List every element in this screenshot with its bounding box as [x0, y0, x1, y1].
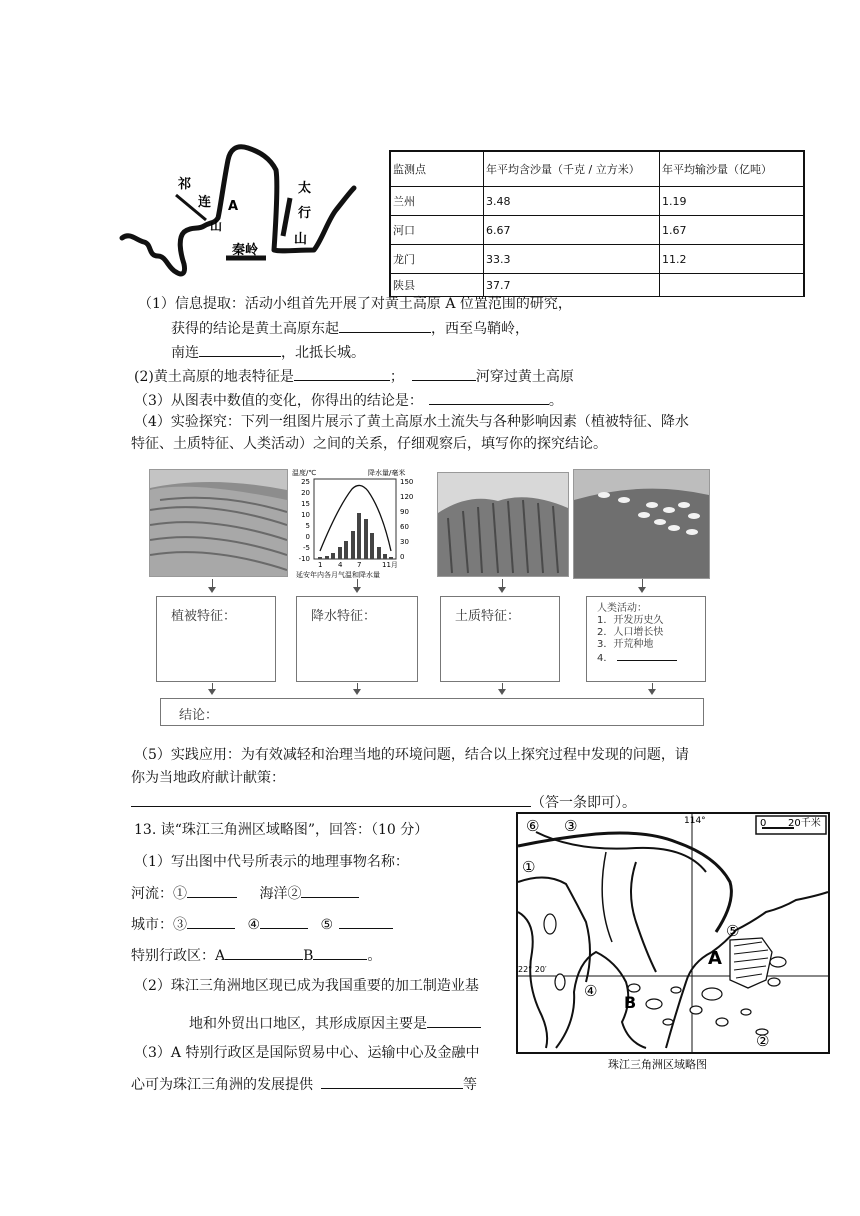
map1-label-A: A: [228, 199, 239, 214]
table-header-row: [390, 151, 804, 187]
table-row: [390, 187, 804, 216]
soil-box[interactable]: [440, 596, 560, 682]
vegetation-box[interactable]: [156, 596, 276, 682]
table-cell: 33.3: [484, 245, 660, 274]
q1-line3-tail: ，北抵长城。: [281, 345, 365, 361]
q5-line2: 你为当地政府献计献策：: [131, 770, 285, 786]
q1-line2-tail: ，西至乌鞘岭，: [431, 321, 529, 337]
scale-distance: 20千米: [788, 818, 821, 829]
temp-tick: -10: [298, 555, 310, 563]
pearl-river-delta-map: [516, 812, 832, 1074]
q13-part3-tail: 等: [463, 1077, 477, 1093]
climate-left-title: 温度/℃: [292, 469, 317, 477]
map1-label-shan: 山: [210, 219, 223, 233]
q1-line3: [171, 342, 365, 363]
sar-A-label: A: [708, 948, 722, 969]
q2-text: (2)黄土高原的地表特征是: [134, 369, 294, 385]
marker-6: ⑥: [526, 817, 540, 835]
marker-1: ①: [522, 858, 536, 876]
table-header-cell: 监测点: [390, 151, 484, 187]
terraced-hills-photo: [149, 469, 288, 577]
vegetation-label: 植被特征：: [171, 609, 237, 624]
answer-blank[interactable]: [301, 883, 359, 898]
answer-blank[interactable]: [429, 390, 549, 405]
table-cell: [660, 274, 805, 297]
river-label: 河流：①: [131, 886, 187, 902]
human-activity-item: [597, 651, 677, 665]
map1-label-qinling: 秦岭: [232, 243, 259, 258]
map1-label-lian: 连: [198, 195, 212, 210]
q1-line2: [171, 318, 529, 339]
city-label-5: ⑤: [320, 917, 334, 933]
arrow-down-icon: [212, 683, 213, 693]
answer-blank[interactable]: [187, 914, 235, 929]
table-cell: 陕县: [390, 274, 484, 297]
precip-tick: 30: [400, 538, 409, 546]
human-activity-item: 3．开荒种地: [597, 639, 654, 650]
temp-tick: 5: [305, 522, 310, 530]
answer-blank[interactable]: [617, 651, 677, 661]
arrow-down-icon: [502, 579, 503, 591]
marker-5: ⑤: [726, 922, 740, 940]
answer-blank[interactable]: [199, 342, 281, 357]
q1-line1: （1）信息提取：活动小组首先开展了对黄土高原 A 位置范围的研究，: [138, 296, 572, 312]
table-cell: 1.67: [660, 216, 805, 245]
q2-tail: 河穿过黄土高原: [475, 369, 574, 385]
q5-tail: （答一条即可）。: [531, 795, 636, 811]
precip-tick: 90: [400, 508, 409, 516]
answer-blank[interactable]: [313, 945, 367, 960]
answer-blank[interactable]: [294, 366, 390, 381]
q13-part3-line2: [131, 1074, 477, 1095]
marker-3: ③: [564, 817, 578, 835]
q13-part3-line1: （3）A 特别行政区是国际贸易中心、运输中心及金融中: [134, 1045, 480, 1061]
sea-label: 海洋②: [259, 886, 302, 902]
answer-blank[interactable]: [339, 318, 431, 333]
month-tick: 7: [357, 561, 362, 569]
temp-tick: -5: [303, 544, 310, 552]
arrow-down-icon: [212, 579, 213, 591]
sar-tail: 。: [367, 948, 382, 964]
scale-zero: 0: [760, 818, 767, 829]
answer-blank[interactable]: [321, 1074, 463, 1089]
temp-tick: 20: [301, 489, 310, 497]
marker-4: ④: [584, 982, 598, 1000]
q4-line2: 特征、土质特征、人类活动）之间的关系，仔细观察后，填写你的探究结论。: [131, 436, 607, 452]
arrow-down-icon: [642, 579, 643, 591]
city-label: 城市：③: [131, 917, 187, 933]
answer-blank[interactable]: [427, 1013, 481, 1028]
q5-line1: （5）实践应用：为有效减轻和治理当地的环境问题，结合以上探究过程中发现的问题，请: [134, 747, 689, 763]
month-tick: 1: [318, 561, 323, 569]
sar-label-b: B: [303, 948, 314, 964]
sediment-table: [389, 150, 805, 297]
table-header-cell: 年平均输沙量（亿吨）: [660, 151, 805, 187]
climate-right-title: 降水量/毫米: [368, 469, 406, 477]
table-header-cell: 年平均含沙量（千克 / 立方米）: [484, 151, 660, 187]
arrow-down-icon: [502, 683, 503, 693]
q2-sep: ；: [389, 369, 404, 385]
map1-label-qi: 祁: [178, 177, 192, 192]
table-cell: 龙门: [390, 245, 484, 274]
arrow-down-icon: [652, 683, 653, 693]
table-row: [390, 216, 804, 245]
latitude-label: 22° 20′: [518, 965, 547, 974]
human-activity-item: 2．人口增长快: [597, 627, 664, 638]
q3-line: [134, 390, 563, 411]
marker-2: ②: [756, 1032, 770, 1050]
conclusion-label: 结论：: [179, 708, 219, 723]
q13-sar-line: [131, 945, 381, 966]
q13-part3-text: 心可为珠江三角洲的发展提供: [131, 1077, 313, 1093]
q2-line: [134, 366, 574, 387]
longitude-label: 114°: [684, 816, 706, 826]
table-cell: 1.19: [660, 187, 805, 216]
table-cell: 6.67: [484, 216, 660, 245]
q13-river-line: [131, 883, 359, 904]
table-cell: 11.2: [660, 245, 805, 274]
sar-label: 特别行政区：A: [131, 948, 226, 964]
precip-tick: 0: [400, 553, 405, 561]
q3-text: （3）从图表中数值的变化，你得出的结论是：: [134, 393, 423, 409]
human-activity-item: 1．开发历史久: [597, 615, 664, 626]
conclusion-box[interactable]: [160, 698, 704, 726]
map1-label-hang: 行: [298, 206, 312, 221]
q3-tail: 。: [548, 393, 563, 409]
table-cell: 河口: [390, 216, 484, 245]
month-tick: 11月: [382, 561, 398, 569]
answer-blank[interactable]: [225, 945, 303, 960]
goats-grazing-photo: [573, 469, 710, 579]
map1-label-shan2: 山: [294, 232, 308, 247]
sar-B-label: B: [624, 993, 637, 1012]
human-activity-box: [586, 596, 706, 682]
answer-blank[interactable]: [339, 914, 393, 929]
human-activity-title: 人类活动：: [597, 603, 647, 614]
answer-blank[interactable]: [131, 792, 531, 807]
table-cell: 37.7: [484, 274, 660, 297]
month-tick: 4: [338, 561, 343, 569]
q13-city-line: [131, 914, 393, 935]
answer-blank[interactable]: [260, 914, 308, 929]
table-row: [390, 245, 804, 274]
q13-title: 13. 读“珠江三角洲区域略图”，回答：（10 分）: [134, 822, 429, 838]
yanan-climate-chart: [290, 467, 420, 579]
precip-tick: 60: [400, 523, 409, 531]
table-cell: 3.48: [484, 187, 660, 216]
q13-part2-line2: [189, 1013, 481, 1034]
map2-caption: 珠江三角洲区域略图: [608, 1058, 707, 1071]
q13-part2-text: 地和外贸出口地区，其形成原因主要是: [189, 1016, 427, 1032]
precipitation-label: 降水特征：: [311, 609, 377, 624]
temp-tick: 10: [301, 511, 310, 519]
answer-blank[interactable]: [412, 366, 476, 381]
q1-line2-text: 获得的结论是黄土高原东起: [171, 321, 339, 337]
q4-line1: （4）实验探究：下列一组图片展示了黄土高原水土流失与各种影响因素（植被特征、降水: [134, 414, 689, 430]
q1-line3-text: 南连: [171, 345, 199, 361]
arrow-down-icon: [357, 579, 358, 591]
q13-part2-line1: （2）珠江三角洲地区现已成为我国重要的加工制造业基: [134, 978, 479, 994]
temp-tick: 0: [305, 533, 310, 541]
loess-plateau-sketch-map: [118, 140, 363, 285]
temp-tick: 25: [301, 478, 310, 486]
gullied-slope-photo: [437, 472, 569, 577]
city-label-4: ④: [247, 917, 261, 933]
climate-caption: 延安年内各月气温和降水量: [296, 571, 380, 579]
answer-blank[interactable]: [187, 883, 237, 898]
map1-label-tai: 太: [298, 181, 312, 196]
soil-label: 土质特征：: [455, 609, 521, 624]
q13-part1: （1）写出图中代号所表示的地理事物名称：: [134, 854, 409, 870]
precip-tick: 120: [400, 493, 414, 501]
q5-line3: [131, 792, 636, 813]
temp-tick: 15: [301, 500, 310, 508]
precipitation-box[interactable]: [296, 596, 418, 682]
human-activity-item-4: 4．: [597, 653, 614, 664]
table-cell: 兰州: [390, 187, 484, 216]
precip-tick: 150: [400, 478, 414, 486]
arrow-down-icon: [357, 683, 358, 693]
